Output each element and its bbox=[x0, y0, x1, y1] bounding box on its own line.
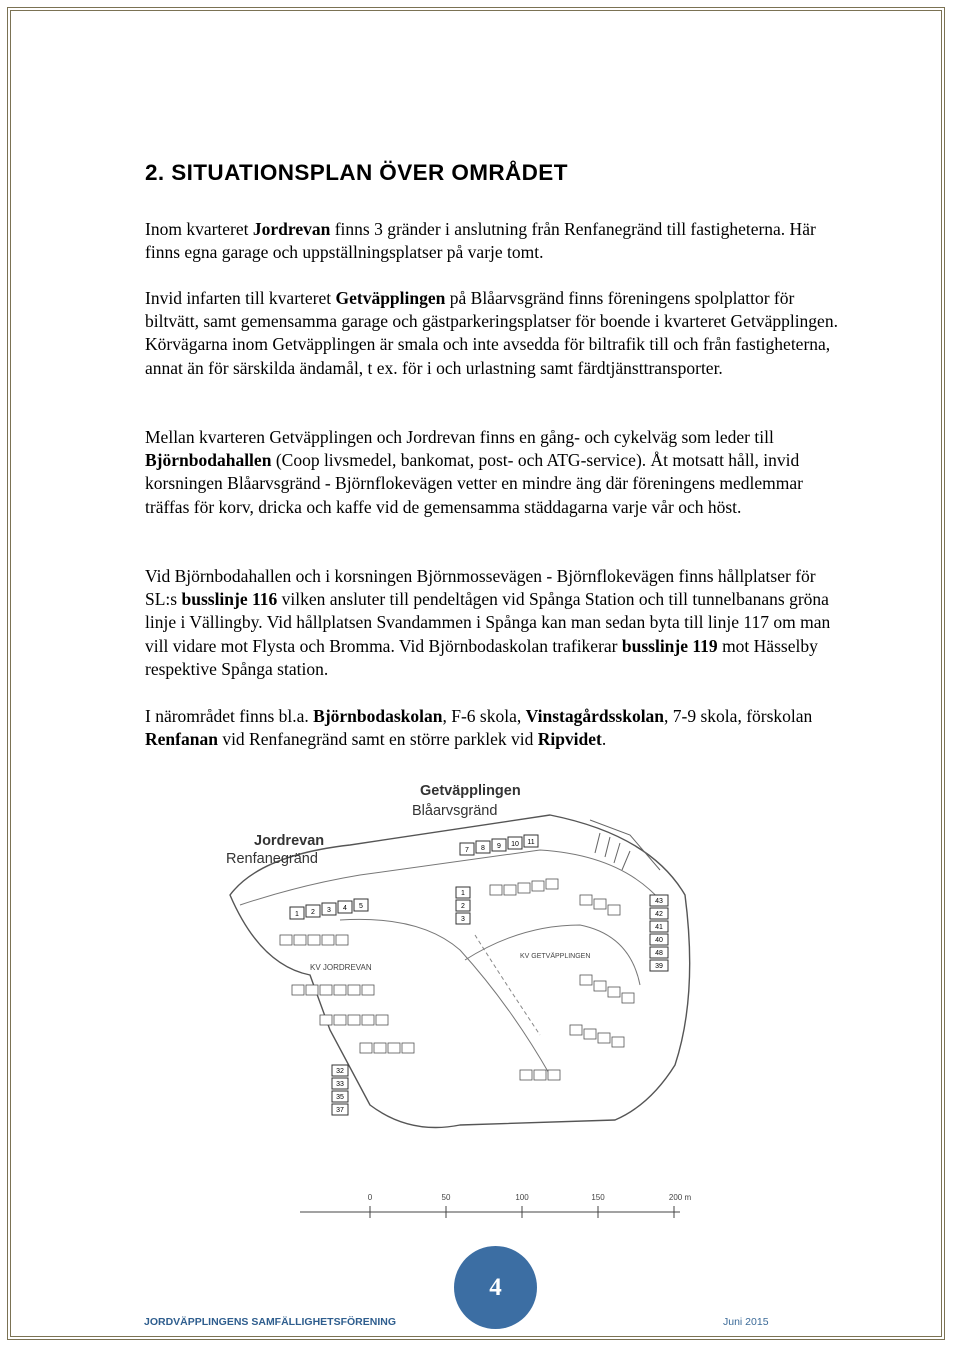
paragraph-schools bbox=[145, 705, 845, 751]
house-label: 8 bbox=[481, 845, 485, 852]
bold-text: busslinje 116 bbox=[181, 589, 278, 610]
paragraph-getvapplingen bbox=[145, 287, 845, 380]
scale-label: 150 bbox=[591, 1193, 605, 1202]
house-label: 10 bbox=[511, 841, 519, 848]
text-run: . bbox=[601, 729, 607, 750]
bold-text: Björnbodaskolan bbox=[313, 706, 443, 726]
scale-label: 200 m bbox=[668, 1193, 692, 1202]
text-run: Vid Björnbodahallen och i korsningen Björnmossevägen - Björnflokevägen finns hållplatser för SL:s bbox=[145, 566, 816, 610]
house-label: 11 bbox=[527, 839, 535, 846]
house-label: 3 bbox=[461, 916, 465, 923]
house-column-mid bbox=[456, 887, 470, 924]
house-label: 1 bbox=[461, 890, 465, 897]
bold-text: Getväpplingen bbox=[335, 288, 446, 308]
text-run: , 7-9 skola, förskolan bbox=[664, 706, 813, 726]
bold-text: Jordrevan bbox=[252, 219, 331, 239]
text-run: vilken ansluter till pendeltågen vid Spånga Station och till tunnelbanans gröna linje i Vällingby. Vid hållplatsen Svandammen i Spånga kan man sedan byta till linje 117 om man vill vidare mot Flysta och Bromma. Vid Björnbodaskolan trafikerar bbox=[145, 589, 831, 656]
house-label: 48 bbox=[655, 950, 663, 957]
map-parking bbox=[590, 820, 660, 870]
text-run: Inom kvarteret bbox=[145, 219, 253, 239]
bold-text: busslinje 119 bbox=[621, 635, 718, 656]
house-label: 32 bbox=[336, 1068, 344, 1075]
map-scale-bar bbox=[300, 1193, 691, 1218]
house-label: 5 bbox=[359, 903, 363, 910]
scale-label: 50 bbox=[441, 1193, 451, 1202]
bold-text: Vinstagårdsskolan bbox=[525, 706, 665, 726]
bold-text: Renfanan bbox=[145, 729, 218, 750]
house-label: 9 bbox=[497, 843, 501, 850]
text-run: , F-6 skola, bbox=[442, 706, 526, 726]
house-row-bottom bbox=[332, 1065, 348, 1115]
footer-date: Juni 2015 bbox=[723, 1316, 769, 1328]
text-run: på Blåarvsgränd finns föreningens spolplattor för biltvätt, samt gemensamma garage och gästparkeringsplatser för boende i kvarteret Getväpplingen. Körvägarna inom Getväpplingen är smala och inte avsedda för biltrafik till och från fastigheterna, annat än för särskilda ändamål, t ex. för i och urlastning samt färdtjänsttransporter. bbox=[145, 288, 838, 378]
map-label-kv-getvapplingen: KV GETVÄPPLINGEN bbox=[520, 953, 591, 960]
house-column-right bbox=[650, 895, 668, 971]
text-run: (Coop livsmedel, bankomat, post- och ATG-service). Åt motsatt håll, invid korsningen Blåarvsgränd - Björnflokevägen vetter en mindre äng där föreningens medlemmar träffas för korv, dricka och kaffe vid de gemensamma städdagarna varje vår och höst. bbox=[145, 450, 803, 517]
house-label: 43 bbox=[655, 898, 663, 905]
bold-text: Björnbodahallen bbox=[145, 450, 272, 471]
map-label-kv-jordrevan: KV JORDREVAN bbox=[310, 963, 372, 972]
text-run: I närområdet finns bl.a. bbox=[145, 706, 314, 726]
map-label-jordrevan: Jordrevan bbox=[254, 833, 325, 849]
paragraph-cykelvag bbox=[145, 426, 845, 519]
bold-text: Ripvidet bbox=[537, 729, 602, 750]
map-label-getvapplingen: Getväpplingen bbox=[420, 783, 521, 799]
map-path bbox=[475, 935, 540, 1035]
house-label: 35 bbox=[336, 1094, 344, 1101]
house-label: 2 bbox=[461, 903, 465, 910]
paragraph-jordrevan bbox=[145, 218, 845, 264]
house-label: 40 bbox=[655, 937, 663, 944]
text-run: Mellan kvarteren Getväpplingen och Jordrevan finns en gång- och cykelväg som leder till bbox=[145, 427, 774, 447]
map-label-renfanegrand: Renfanegränd bbox=[226, 851, 318, 867]
house-label: 37 bbox=[336, 1107, 344, 1114]
house-label: 39 bbox=[655, 963, 663, 970]
house-row-left bbox=[290, 899, 368, 919]
paragraph-bus-lines bbox=[145, 565, 845, 681]
scale-label: 0 bbox=[367, 1193, 373, 1202]
page-number-badge: 4 bbox=[454, 1246, 537, 1329]
text-run: vid Renfanegränd samt en större parklek vid bbox=[217, 729, 538, 750]
text-run: finns 3 gränder i anslutning från Renfanegränd till fastigheterna. Här finns egna garage och uppställningsplatser på varje tomt. bbox=[145, 219, 816, 263]
footer-organization: JORDVÄPPLINGENS SAMFÄLLIGHETSFÖRENING bbox=[144, 1316, 397, 1328]
section-heading: 2. SITUATIONSPLAN ÖVER OMRÅDET bbox=[145, 160, 568, 185]
scale-label: 100 bbox=[515, 1193, 529, 1202]
house-label: 42 bbox=[655, 911, 663, 918]
house-label: 3 bbox=[327, 907, 331, 914]
map-label-blaarvsgrand: Blåarvsgränd bbox=[412, 803, 498, 819]
house-label: 7 bbox=[465, 847, 469, 854]
text-run: mot Hässelby respektive Spånga station. bbox=[145, 635, 818, 679]
house-label: 2 bbox=[311, 909, 315, 916]
house-label: 4 bbox=[343, 905, 347, 912]
site-plan-map bbox=[220, 775, 710, 1225]
house-label: 41 bbox=[655, 924, 663, 931]
text-run: Invid infarten till kvarteret bbox=[145, 288, 336, 308]
house-label: 1 bbox=[295, 911, 299, 918]
house-label: 33 bbox=[336, 1081, 344, 1088]
